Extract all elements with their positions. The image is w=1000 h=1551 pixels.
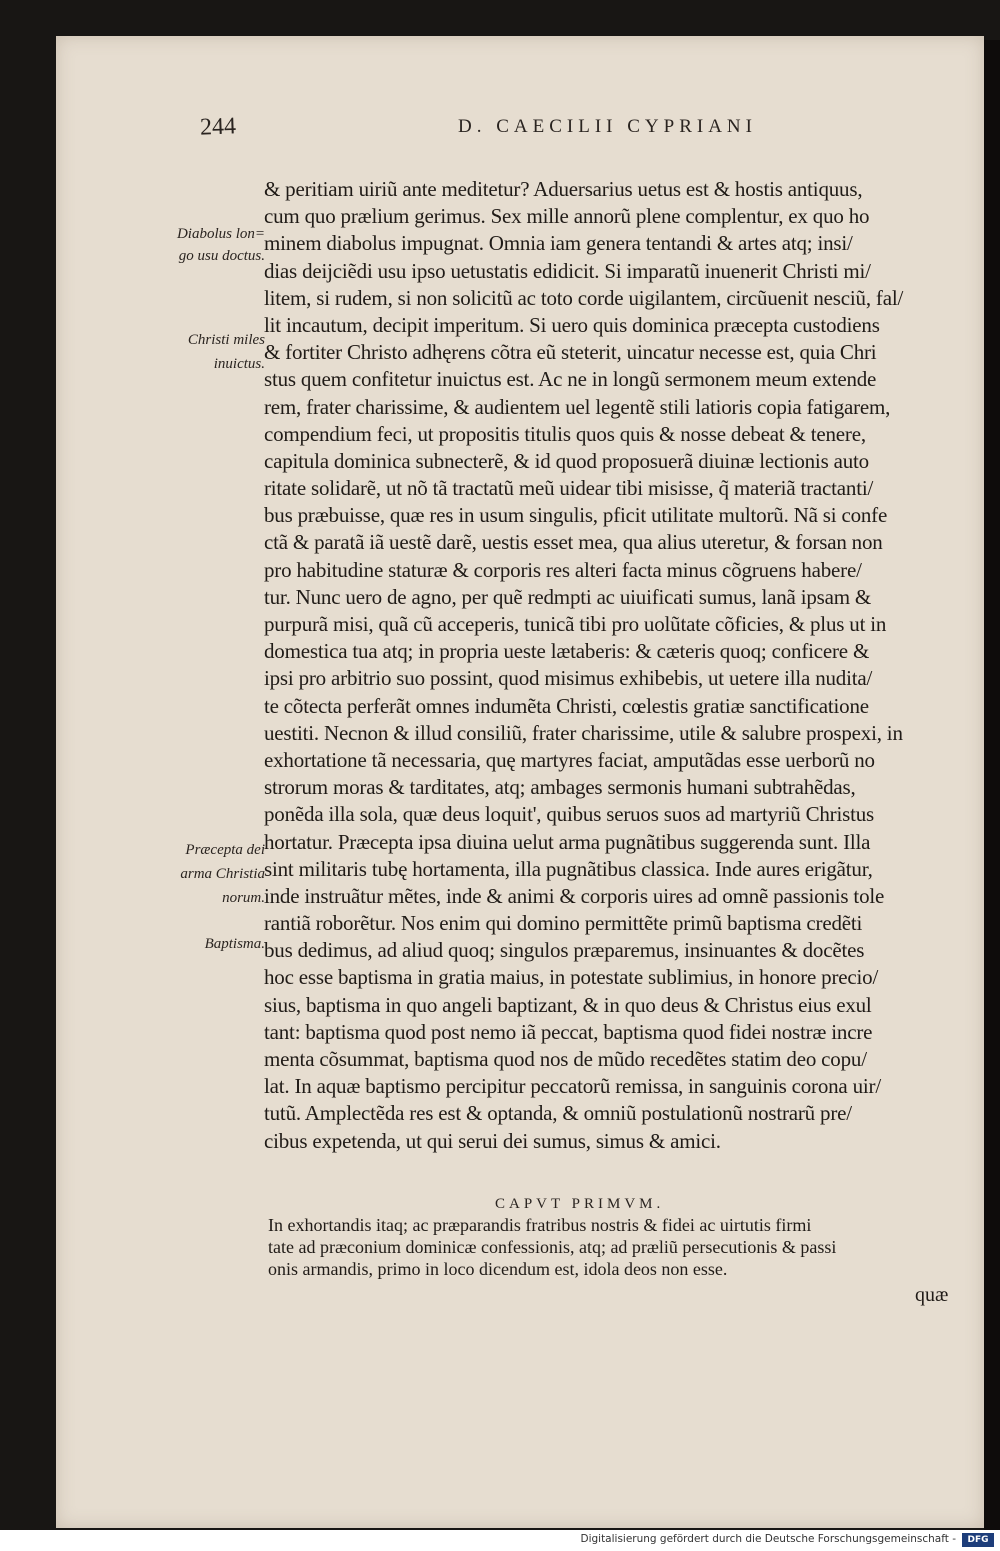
- text-line: litem, si rudem, si non solicitũ ac toto corde uigilantem, circũuenit nesciũ, fal/: [264, 285, 904, 310]
- text-line: compendium feci, ut propositis titulis quos quis & nosse debeat & tenere,: [264, 421, 866, 446]
- text-line: ritate solidarẽ, ut nõ tã tractatũ meũ uidear tibi misisse, q̃ materiã tractanti/: [264, 476, 874, 501]
- running-head: [200, 114, 820, 154]
- text-line: ipsi pro arbitrio suo possint, quod misimus exhibebis, ut uetere illa nudita/: [264, 666, 873, 691]
- chapter-heading: CAPVT PRIMVM.: [495, 1196, 665, 1212]
- margin-note: inuictus.: [213, 356, 265, 372]
- margin-note: norum.: [222, 890, 265, 906]
- text-line: dias deijciẽdi usu ipso uetustatis edidicit. Si imparatũ inuenerit Christi mi/: [264, 258, 871, 283]
- text-line: stus quem confitetur inuictus est. Ac ne in longũ sermonem meum extende: [264, 367, 877, 392]
- text-line: pro habitudine staturæ & corporis res alteri facta minus cõgruens habere/: [264, 557, 862, 582]
- text-line: inde instruãtur mẽtes, inde & animi & corporis uires ad omnẽ passionis tole: [264, 883, 885, 908]
- body-text: [264, 176, 964, 1155]
- text-line: menta cõsummat, baptisma quod nos de mũdo recedẽtes statim deo copu/: [264, 1047, 867, 1071]
- text-line: hoc esse baptisma in gratia maius, in potestate sublimius, in honore precio/: [264, 965, 879, 990]
- text-line: lit incautum, decipit imperitum. Si uero quis dominica præcepta custodiens: [264, 312, 880, 337]
- text-line: te cõtecta perferãt omnes indumẽta Christi, cœlestis gratiæ sanctificatione: [264, 693, 869, 718]
- text-line: & fortiter Christo adhęrens cõtra eũ steterit, uincatur necesse est, quia Chri: [264, 340, 877, 365]
- running-title: D. CAECILII CYPRIANI: [458, 116, 757, 137]
- margin-note: Baptisma.: [204, 936, 265, 952]
- chapter-line: tate ad præconium dominicæ confessionis, atq; ad præliũ persecutionis & passi: [268, 1237, 837, 1257]
- text-line: lat. In aquæ baptismo percipitur peccatorũ remissa, in sanguinis corona uir/: [264, 1074, 881, 1099]
- text-line: capitula dominica subnecterẽ, & id quod proposuerã diuinæ lectionis auto: [264, 448, 869, 473]
- dfg-logo-icon[interactable]: DFG: [962, 1533, 994, 1547]
- text-line: tutũ. Amplectẽda res est & optanda, & omniũ postulationũ nostrarũ pre/: [264, 1101, 852, 1126]
- text-line: domestica tua atq; in propria ueste lætaberis: & cæteris quoq; conficere &: [264, 639, 870, 664]
- text-line: sint militaris tubę hortamenta, illa pugnãtibus classica. Inde aures erigãtur,: [264, 856, 873, 881]
- footer-bar: [0, 1530, 1000, 1551]
- page-number: 244: [199, 113, 237, 141]
- margin-note: Diabolus lon=: [176, 226, 265, 242]
- text-line: tur. Nunc uero de agno, per quẽ redmpti ac uiuificati sumus, lanã ipsam &: [264, 584, 872, 609]
- margin-notes: [150, 0, 265, 1400]
- text-line: hortatur. Præcepta ipsa diuina uelut arma pugnãtibus suggerenda sunt. Illa: [264, 829, 871, 854]
- text-line: strorum moras & tarditates, atq; ambages sermonis humani subtrahẽdas,: [264, 775, 856, 800]
- margin-note: go usu doctus.: [178, 248, 265, 264]
- text-line: bus dedimus, ad aliud quoq; singulos præparemus, insinuantes & docẽtes: [264, 938, 865, 963]
- text-line: rantiã roborẽtur. Nos enim qui domino permittẽte primũ baptisma credẽti: [264, 911, 863, 936]
- text-line: exhortatione tã necessaria, quę martyres faciat, amputãdas esse uerborũ no: [264, 747, 875, 772]
- funding-credit: Digitalisierung gefördert durch die Deutsche Forschungsgemeinschaft -: [580, 1533, 956, 1545]
- text-line: purpurã misi, quã cũ acceperis, tunicã tibi pro uolũtate cõficies, & plus ut in: [264, 612, 887, 636]
- margin-note: Christi miles: [187, 332, 265, 348]
- text-line: tant: baptisma quod post nemo iã peccat, baptisma quod fidei nostræ incre: [264, 1019, 873, 1044]
- text-line: cibus expetenda, ut qui serui dei sumus, simus & amici.: [264, 1128, 721, 1153]
- margin-note: Præcepta dei: [185, 842, 265, 858]
- text-line: uestiti. Necnon & illud consiliũ, frater charissime, utile & salubre prospexi, in: [264, 720, 903, 745]
- text-line: cum quo prælium gerimus. Sex mille annorũ plene complentur, ex quo ho: [264, 204, 870, 229]
- text-line: sius, baptisma in quo angeli baptizant, & in quo deus & Christus eius exul: [264, 992, 872, 1017]
- page-edge: [984, 40, 1000, 1530]
- text-line: bus præbuisse, quæ res in usum singulis, pficit utilitate multorũ. Nã si confe: [264, 503, 888, 528]
- text-line: & peritiam uiriũ ante meditetur? Aduersarius uetus est & hostis antiquus,: [264, 177, 863, 201]
- text-line: ponẽda illa sola, quæ deus loquit', quibus seruos suos ad martyriũ Christus: [264, 802, 874, 827]
- text-line: minem diabolus impugnat. Omnia iam genera tentandi & artes atq; insi/: [264, 231, 853, 256]
- chapter-line: onis armandis, primo in loco dicendum est, idola deos non esse.: [268, 1259, 728, 1279]
- chapter-text: [268, 1214, 968, 1280]
- text-line: ctã & paratã iã uestẽ darẽ, uestis esset mea, qua alius uteretur, & forsan non: [264, 530, 883, 555]
- chapter-line: In exhortandis itaq; ac præparandis fratribus nostris & fidei ac uirtutis firmi: [268, 1215, 812, 1235]
- margin-note: arma Christia: [180, 866, 265, 882]
- text-line: rem, frater charissime, & audientem uel legentẽ stili latioris copia fatigarem,: [264, 394, 891, 419]
- catchword: quæ: [915, 1284, 949, 1306]
